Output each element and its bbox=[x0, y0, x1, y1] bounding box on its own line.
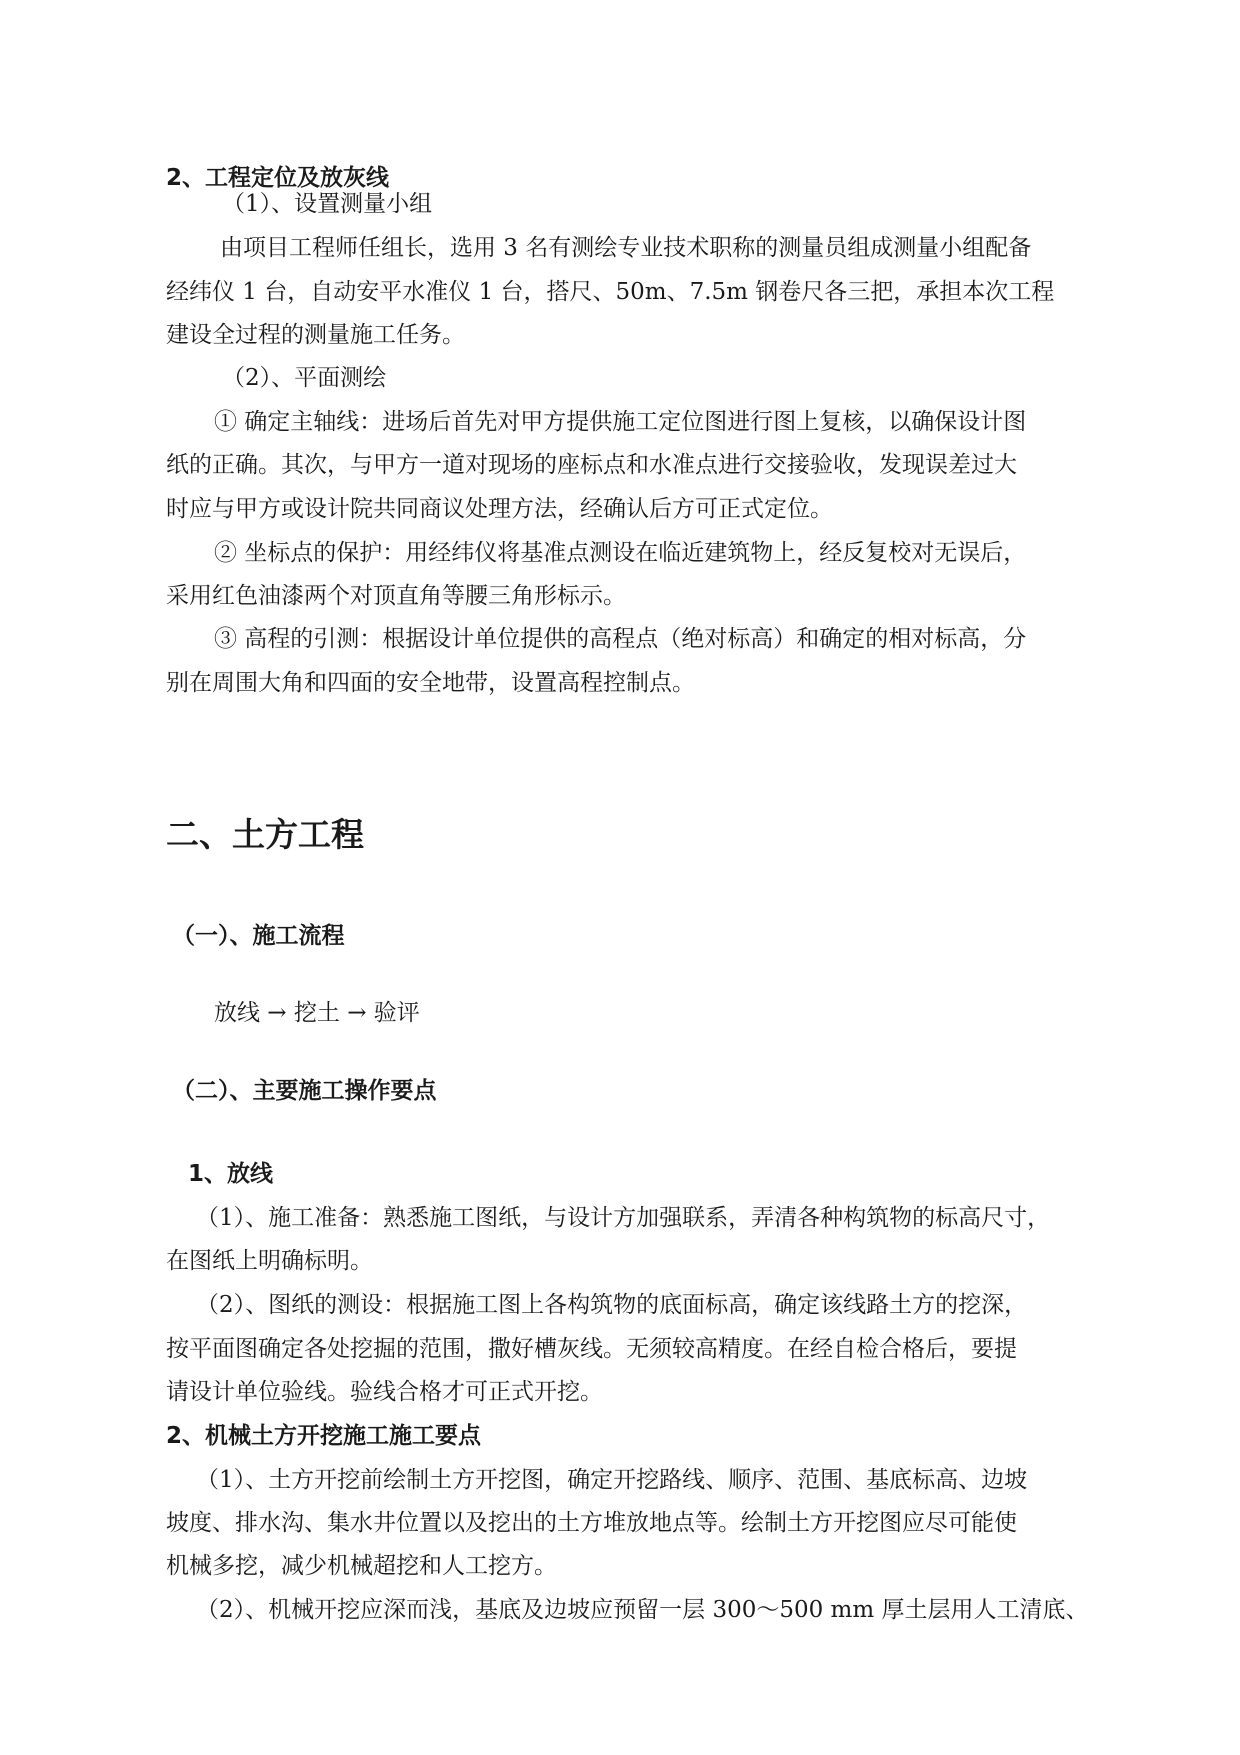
paragraph-line: 坡度、排水沟、集水井位置以及挖出的土方堆放地点等。绘制土方开挖图应尽可能使 bbox=[166, 1510, 1017, 1536]
paragraph-line: 纸的正确。其次，与甲方一道对现场的座标点和水准点进行交接验收，发现误差过大 bbox=[166, 452, 1017, 478]
paragraph-line: （1）、施工准备：熟悉施工图纸，与设计方加强联系，弄清各种构筑物的标高尺寸， bbox=[196, 1205, 1051, 1231]
part-heading-key-points: （二）、主要施工操作要点 bbox=[172, 1078, 437, 1104]
paragraph-line: 建设全过程的测量施工任务。 bbox=[166, 322, 465, 348]
paragraph-line: 时应与甲方或设计院共同商议处理方法，经确认后方可正式定位。 bbox=[166, 496, 833, 522]
paragraph-line: 请设计单位验线。验线合格才可正式开挖。 bbox=[166, 1379, 603, 1405]
paragraph-line: 按平面图确定各处挖掘的范围，撒好槽灰线。无须较高精度。在经自检合格后，要提 bbox=[166, 1336, 1017, 1362]
paragraph-line: 机械多挖，减少机械超挖和人工挖方。 bbox=[166, 1553, 557, 1579]
subheading-plane-survey: （2）、平面测绘 bbox=[222, 365, 387, 391]
point-heading-machine-excavation: 2、机械土方开挖施工施工要点 bbox=[166, 1423, 482, 1449]
paragraph-line: 采用红色油漆两个对顶直角等腰三角形标示。 bbox=[166, 583, 626, 609]
paragraph-line: 经纬仪 1 台，自动安平水准仪 1 台，搭尺、50m、7.5m 钢卷尺各三把，承担本次工程 bbox=[166, 279, 1055, 305]
chapter-heading-earthwork: 二、土方工程 bbox=[166, 815, 364, 854]
paragraph-line: ③ 高程的引测：根据设计单位提供的高程点（绝对标高）和确定的相对标高，分 bbox=[214, 626, 1027, 652]
process-flow: 放线 → 挖土 → 验评 bbox=[214, 1000, 420, 1026]
subheading-survey-team: （1）、设置测量小组 bbox=[222, 191, 433, 217]
paragraph-line: ① 确定主轴线：进场后首先对甲方提供施工定位图进行图上复核，以确保设计图 bbox=[214, 409, 1027, 435]
paragraph-line: 在图纸上明确标明。 bbox=[166, 1248, 373, 1274]
section-heading-positioning: 2、工程定位及放灰线 bbox=[166, 165, 390, 191]
paragraph-line: 别在周围大角和四面的安全地带，设置高程控制点。 bbox=[166, 670, 695, 696]
part-heading-flow: （一）、施工流程 bbox=[172, 923, 345, 949]
paragraph-line: （1）、土方开挖前绘制土方开挖图，确定开挖路线、顺序、范围、基底标高、边坡 bbox=[196, 1467, 1028, 1493]
paragraph-line: ② 坐标点的保护：用经纬仪将基准点测设在临近建筑物上，经反复校对无误后， bbox=[214, 540, 1027, 566]
paragraph-line: （2）、图纸的测设：根据施工图上各构筑物的底面标高，确定该线路土方的挖深， bbox=[196, 1292, 1028, 1318]
paragraph-line: （2）、机械开挖应深而浅，基底及边坡应预留一层 300～500 mm 厚土层用人工清底、 bbox=[196, 1597, 1089, 1623]
paragraph-line: 由项目工程师任组长，选用 3 名有测绘专业技术职称的测量员组成测量小组配备 bbox=[220, 235, 1032, 261]
point-heading-layout: 1、放线 bbox=[188, 1161, 274, 1187]
